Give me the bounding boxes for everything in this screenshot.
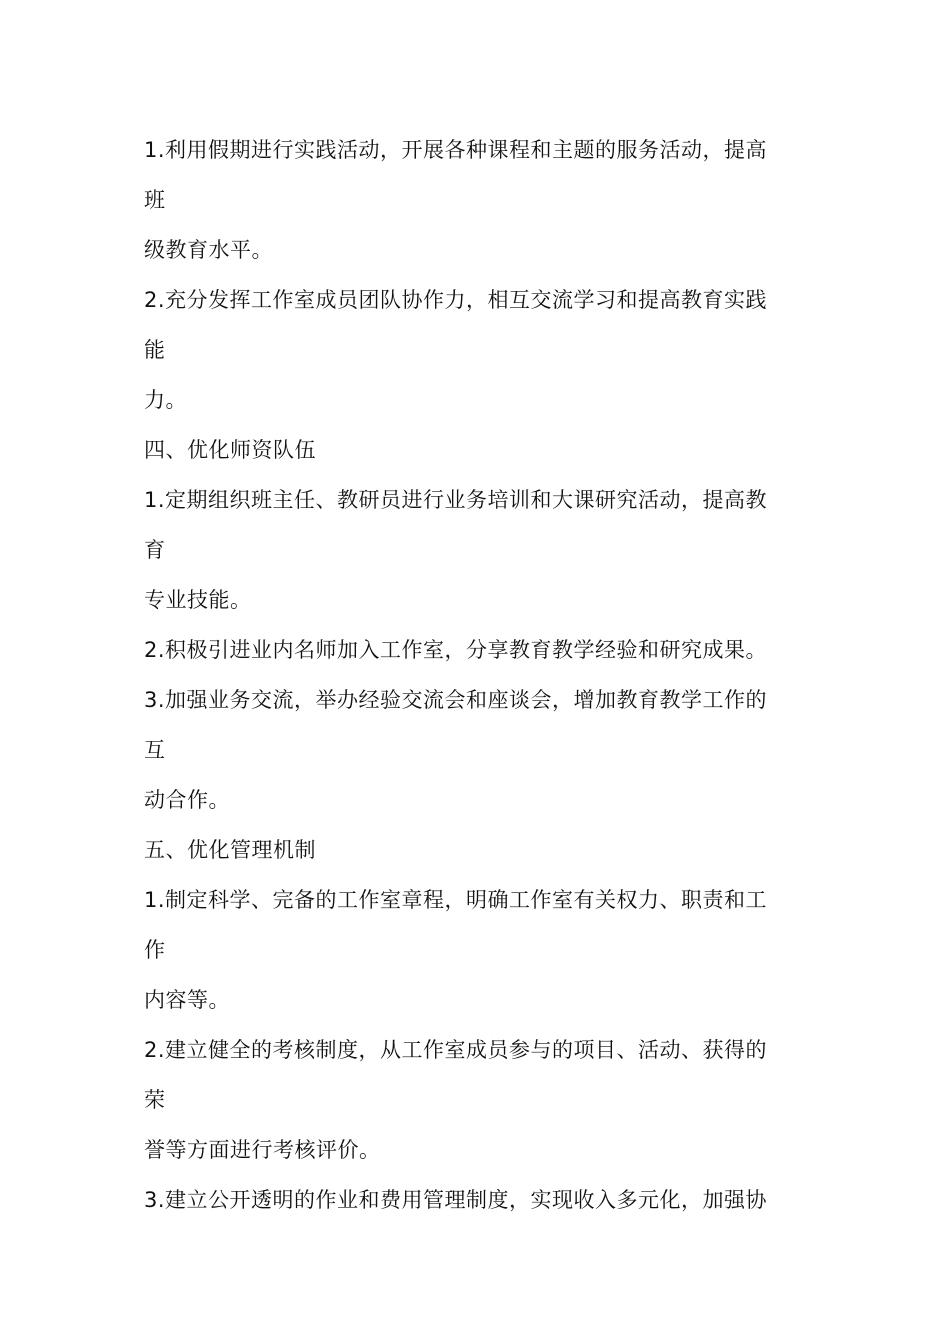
text-line: 专业技能。 (144, 588, 252, 612)
text-line: 级教育水平。 (144, 238, 273, 262)
text-line: 1.利用假期进行实践活动，开展各种课程和主题的服务活动，提高 (144, 138, 768, 162)
section-heading: 四、优化师资队伍 (144, 438, 316, 462)
text-line: 作 (144, 938, 166, 962)
section-heading: 五、优化管理机制 (144, 838, 316, 862)
text-line: 3.加强业务交流，举办经验交流会和座谈会，增加教育教学工作的 (144, 688, 768, 712)
text-line: 1.制定科学、完备的工作室章程，明确工作室有关权力、职责和工 (144, 888, 768, 912)
text-line: 互 (144, 738, 166, 762)
text-line: 3.建立公开透明的作业和费用管理制度，实现收入多元化，加强协 (144, 1188, 768, 1212)
text-line: 班 (144, 188, 166, 212)
text-line: 力。 (144, 388, 187, 412)
text-line: 2.积极引进业内名师加入工作室，分享教育教学经验和研究成果。 (144, 638, 768, 662)
text-line: 能 (144, 338, 166, 362)
text-line: 荣 (144, 1088, 166, 1112)
text-line: 动合作。 (144, 788, 230, 812)
text-line: 内容等。 (144, 988, 230, 1012)
text-line: 2.充分发挥工作室成员团队协作力，相互交流学习和提高教育实践 (144, 288, 768, 312)
text-line: 誉等方面进行考核评价。 (144, 1138, 381, 1162)
text-line: 1.定期组织班主任、教研员进行业务培训和大课研究活动，提高教 (144, 488, 768, 512)
text-line: 育 (144, 538, 166, 562)
text-line: 2.建立健全的考核制度，从工作室成员参与的项目、活动、获得的 (144, 1038, 768, 1062)
